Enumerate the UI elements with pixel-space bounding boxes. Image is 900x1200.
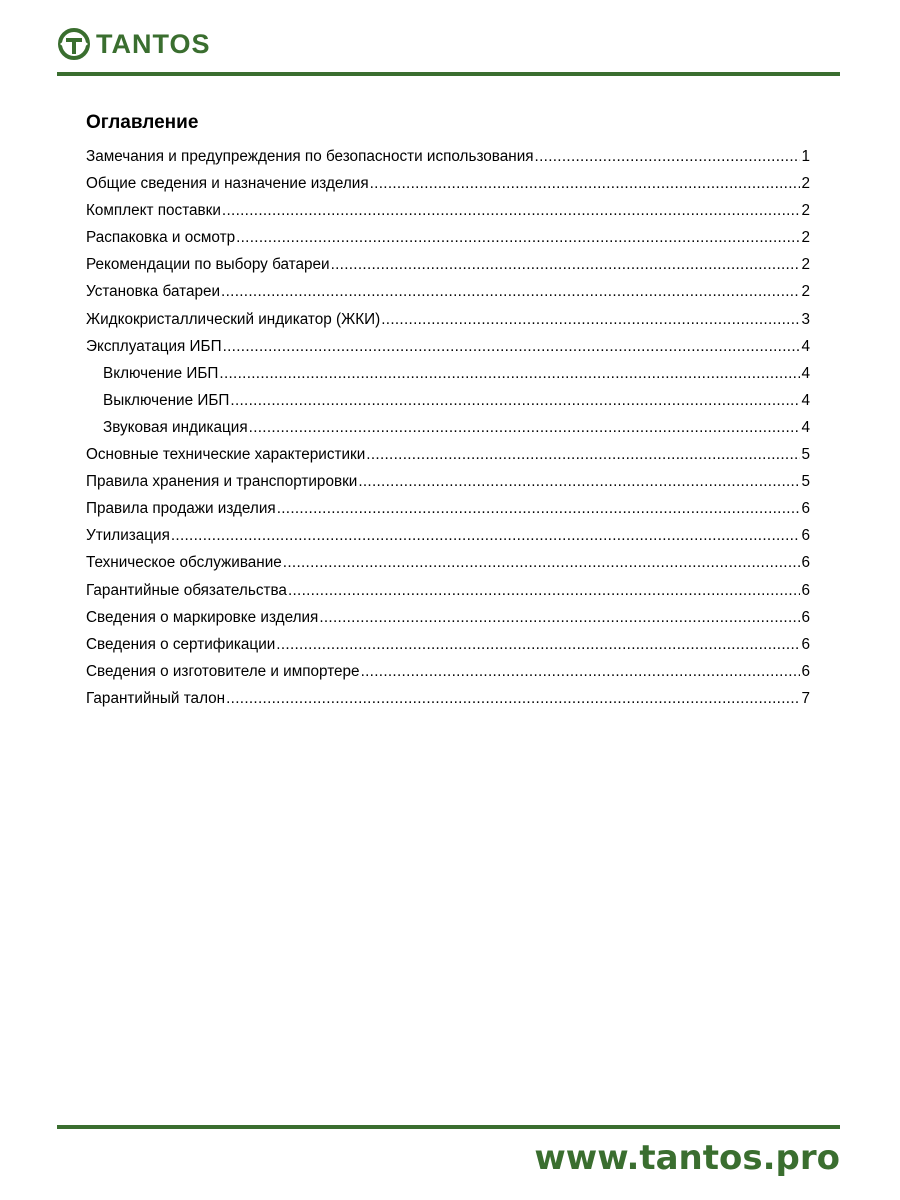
toc-leader-dots	[222, 197, 801, 224]
toc-entry-label: Сведения о сертификации	[86, 635, 276, 653]
toc-leader-dots	[276, 631, 800, 658]
toc-entry-page: 2	[801, 202, 810, 220]
footer-divider	[57, 1125, 840, 1129]
toc-leader-dots	[288, 577, 801, 604]
toc-subentry[interactable]	[86, 414, 810, 441]
toc-entry[interactable]	[86, 333, 810, 360]
toc-entry[interactable]	[86, 278, 810, 305]
toc-subentry[interactable]	[86, 360, 810, 387]
toc-entry-page: 2	[801, 283, 810, 301]
toc-entry-label: Включение ИБП	[103, 364, 219, 382]
toc-entry-page: 6	[801, 581, 810, 599]
toc-entry-page: 4	[801, 418, 810, 436]
toc-entry-label: Звуковая индикация	[103, 418, 248, 436]
toc-entry-page: 4	[801, 391, 810, 409]
toc-entry[interactable]	[86, 224, 810, 251]
toc-entry-page: 4	[801, 364, 810, 382]
toc-leader-dots	[319, 604, 800, 631]
toc-entry[interactable]	[86, 495, 810, 522]
toc-entry-label: Утилизация	[86, 527, 170, 545]
toc-entry-label: Основные технические характеристики	[86, 446, 366, 464]
toc-entry[interactable]	[86, 604, 810, 631]
toc-entry-label: Рекомендации по выбору батареи	[86, 256, 330, 274]
toc-entry[interactable]	[86, 197, 810, 224]
toc-entry[interactable]	[86, 658, 810, 685]
toc-entry-page: 6	[801, 662, 810, 680]
toc-entry-page: 6	[801, 608, 810, 626]
toc-entry-page: 7	[801, 689, 810, 707]
toc-leader-dots	[535, 143, 801, 170]
toc-entry[interactable]	[86, 306, 810, 333]
toc-leader-dots	[221, 278, 800, 305]
toc-leader-dots	[361, 658, 801, 685]
toc-leader-dots	[331, 251, 801, 278]
toc-leader-dots	[219, 360, 800, 387]
toc-entry[interactable]	[86, 468, 810, 495]
toc-leader-dots	[366, 441, 800, 468]
toc-leader-dots	[358, 468, 800, 495]
toc-entry-page: 4	[801, 337, 810, 355]
toc-entry-label: Техническое обслуживание	[86, 554, 282, 572]
toc-entry[interactable]	[86, 549, 810, 576]
toc-entry-label: Правила хранения и транспортировки	[86, 473, 358, 491]
toc-leader-dots	[370, 170, 801, 197]
toc-leader-dots	[223, 333, 801, 360]
toc-entry[interactable]	[86, 441, 810, 468]
toc-entry-page: 6	[801, 500, 810, 518]
toc-entry-label: Жидкокристаллический индикатор (ЖКИ)	[86, 310, 381, 328]
toc-entry-page: 6	[801, 554, 810, 572]
toc-entry-label: Установка батареи	[86, 283, 221, 301]
toc-leader-dots	[277, 495, 801, 522]
toc-title: Оглавление	[86, 112, 199, 133]
toc-entry-label: Гарантийный талон	[86, 689, 226, 707]
toc-entry-page: 5	[801, 446, 810, 464]
toc-entry-label: Общие сведения и назначение изделия	[86, 175, 369, 193]
toc-leader-dots	[283, 549, 801, 576]
toc-entry-page: 2	[801, 229, 810, 247]
toc-entry-page: 6	[801, 527, 810, 545]
toc-entry-label: Правила продажи изделия	[86, 500, 276, 518]
toc-leader-dots	[230, 387, 800, 414]
toc-entry-label: Сведения о маркировке изделия	[86, 608, 319, 626]
header-logo	[57, 24, 211, 64]
logo-text: TANTOS	[96, 28, 211, 59]
toc-entry-page: 5	[801, 473, 810, 491]
toc-entry[interactable]	[86, 170, 810, 197]
toc-entry-label: Сведения о изготовителе и импортере	[86, 662, 360, 680]
toc-entry[interactable]	[86, 631, 810, 658]
toc-entry[interactable]	[86, 251, 810, 278]
toc-leader-dots	[381, 306, 800, 333]
toc-entry-page: 1	[801, 148, 810, 165]
footer-website-link[interactable]: www.tantos.pro	[534, 1138, 840, 1178]
tantos-logo-icon	[57, 27, 91, 61]
toc-entry[interactable]	[86, 143, 810, 170]
toc-entry-page: 3	[801, 310, 810, 328]
toc-leader-dots	[226, 685, 800, 712]
toc-entry-page: 6	[801, 635, 810, 653]
toc-entry-label: Распаковка и осмотр	[86, 229, 236, 247]
toc-entry[interactable]	[86, 685, 810, 712]
header-divider	[57, 72, 840, 76]
toc-entry[interactable]	[86, 522, 810, 549]
toc-leader-dots	[236, 224, 800, 251]
toc-entry-page: 2	[801, 175, 810, 193]
toc-leader-dots	[249, 414, 801, 441]
toc-entry-label: Комплект поставки	[86, 202, 221, 220]
toc-entry-label: Замечания и предупреждения по безопасности использования	[86, 148, 534, 165]
toc-leader-dots	[171, 522, 801, 549]
toc-entry-label: Выключение ИБП	[103, 391, 230, 409]
toc-entry[interactable]	[86, 577, 810, 604]
toc-entry-label: Эксплуатация ИБП	[86, 337, 222, 355]
toc-entry-label: Гарантийные обязательства	[86, 581, 287, 599]
toc-entry-page: 2	[801, 256, 810, 274]
table-of-contents	[86, 143, 810, 712]
toc-subentry[interactable]	[86, 387, 810, 414]
